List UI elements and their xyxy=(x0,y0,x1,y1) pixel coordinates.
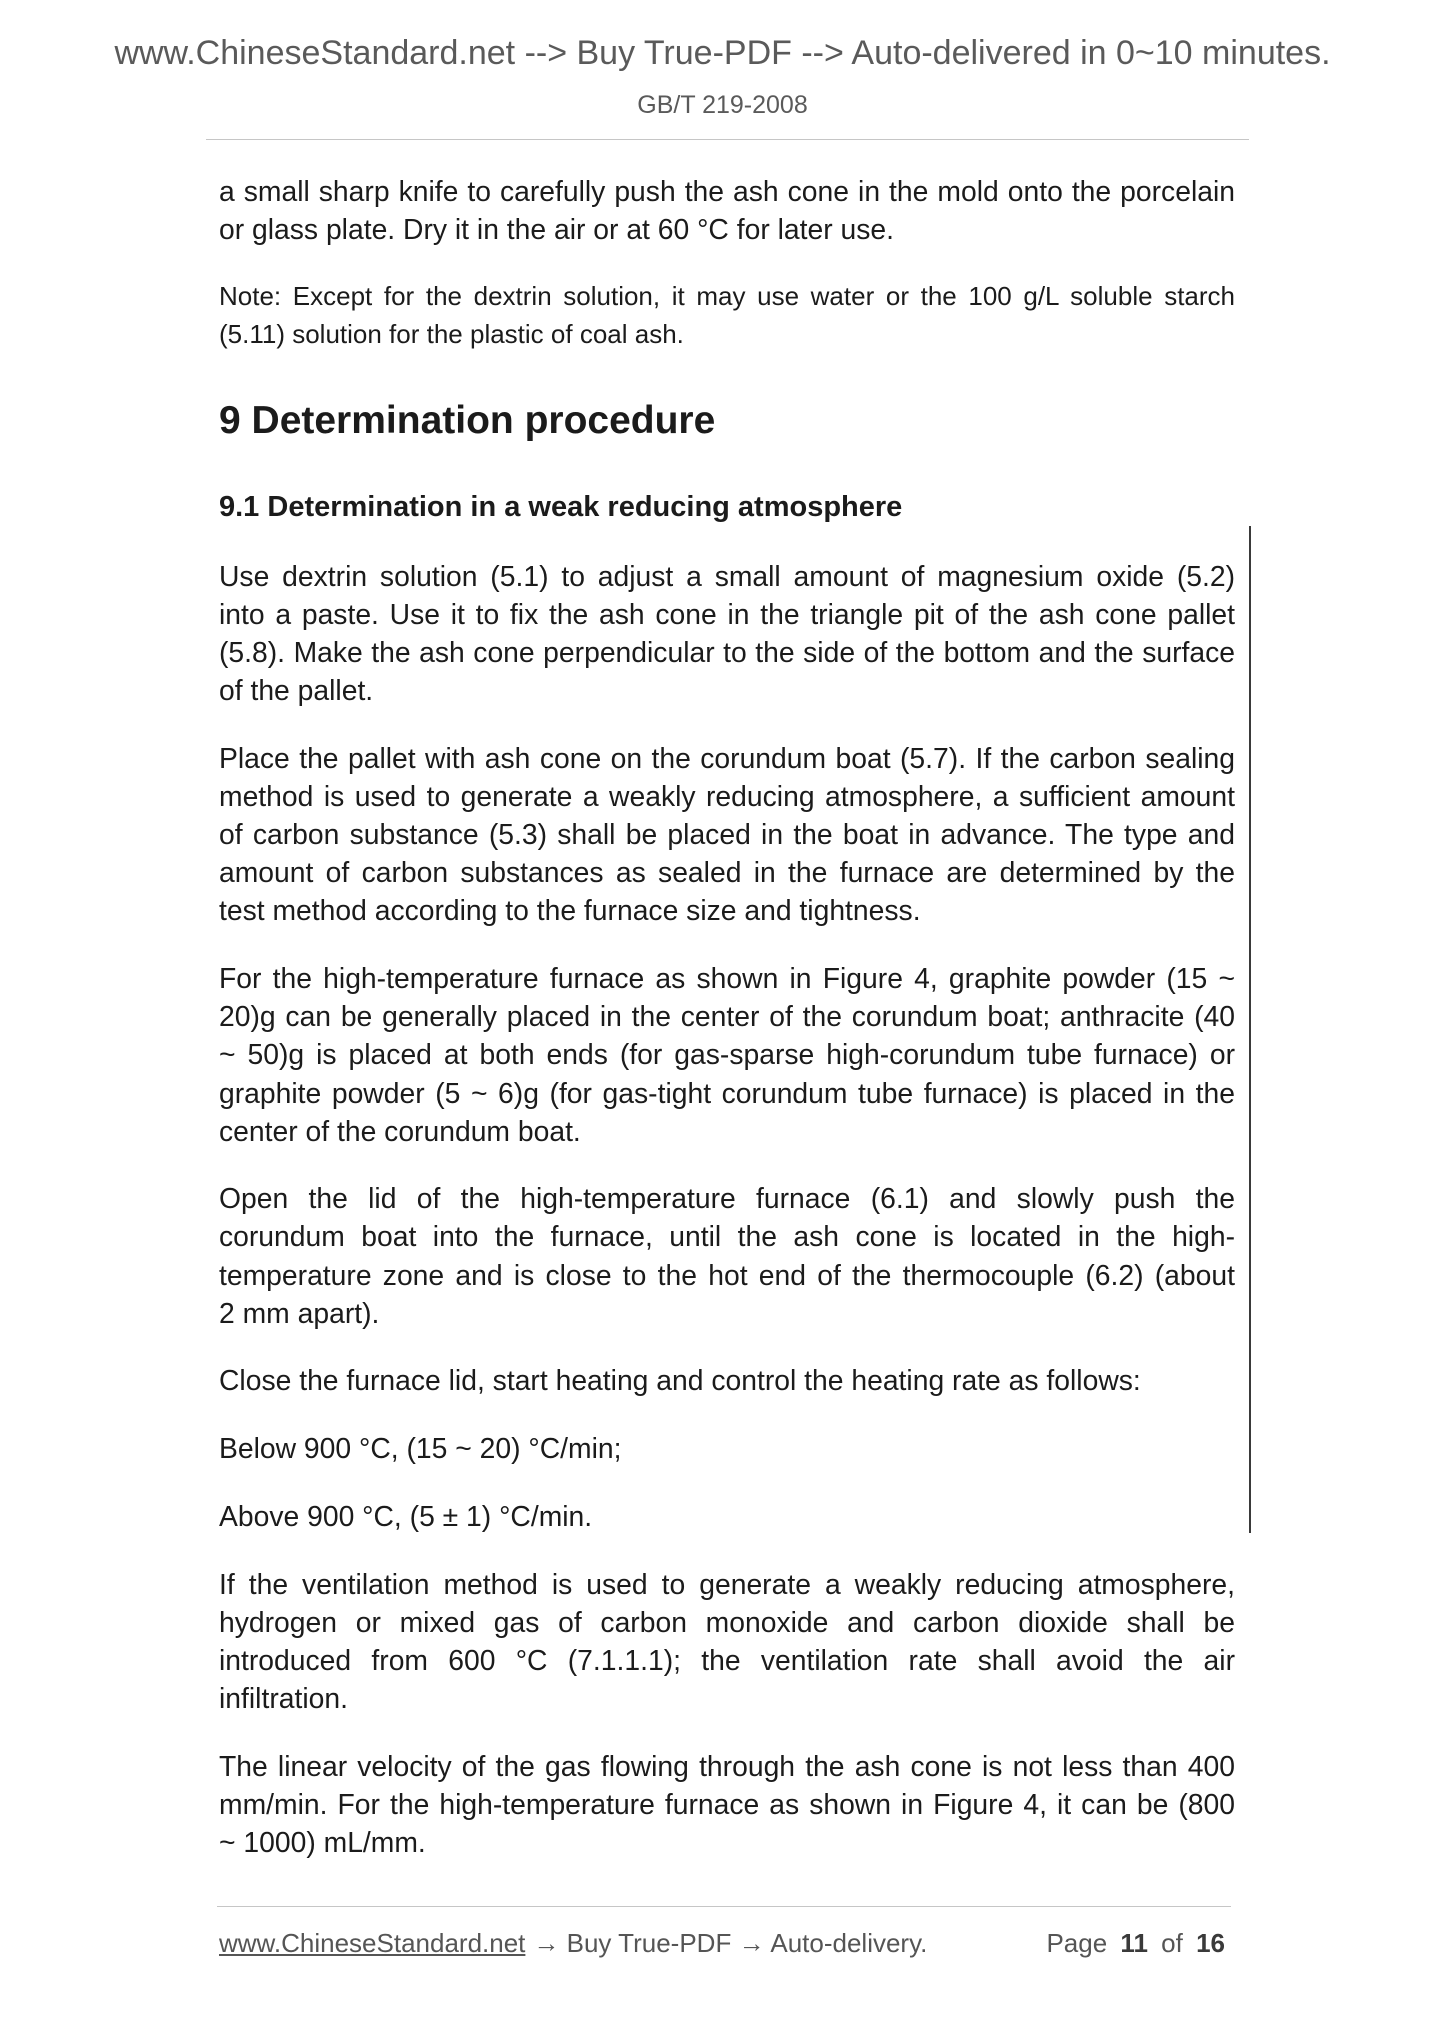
text-line: ~ 50)g is placed at both ends (for gas-sparse high-corundum tube furnace) or xyxy=(219,1038,1235,1071)
text-line: center of the corundum boat. xyxy=(219,1114,581,1147)
text-line: method is used to generate a weakly reducing atmosphere, a sufficient amount xyxy=(219,780,1235,813)
note-paragraph xyxy=(219,277,1235,353)
text-line: of carbon substance (5.3) shall be placed in the boat in advance. The type and xyxy=(219,818,1235,851)
text-line: For the high-temperature furnace as shown in Figure 4, graphite powder (15 ~ xyxy=(219,962,1235,995)
text-line: The linear velocity of the gas flowing through the ash cone is not less than 400 xyxy=(219,1749,1235,1782)
text-line: If the ventilation method is used to generate a weakly reducing atmosphere, xyxy=(219,1567,1235,1600)
page-total: 16 xyxy=(1196,1928,1225,1958)
intro-paragraph xyxy=(219,172,1235,248)
text-line: corundum boat into the furnace, until the ash cone is located in the high- xyxy=(219,1220,1235,1253)
section-body xyxy=(219,557,1235,1891)
text-line: mm/min. For the high-temperature furnace as shown in Figure 4, it can be (800 xyxy=(219,1787,1235,1820)
text-line: ~ 1000) mL/mm. xyxy=(219,1826,426,1859)
text-line: (5.8). Make the ash cone perpendicular to the side of the bottom and the surface xyxy=(219,636,1235,669)
footer-tagline: → Buy True-PDF → Auto-delivery. xyxy=(533,1928,928,1958)
footer-link[interactable]: www.ChineseStandard.net xyxy=(219,1928,526,1958)
paragraph-gas-velocity xyxy=(219,1747,1235,1861)
paragraph-heating-control xyxy=(219,1361,1235,1399)
text-line: temperature zone and is close to the hot end of the thermocouple (6.2) (about xyxy=(219,1258,1235,1291)
subsection-heading: 9.1 Determination in a weak reducing atmosphere xyxy=(219,491,903,523)
heating-rate-above-900 xyxy=(219,1497,1235,1535)
page-label: Page xyxy=(1046,1928,1108,1958)
paragraph-ash-cone-mounting xyxy=(219,557,1235,709)
text-line: a small sharp knife to carefully push the ash cone in the mold onto the porcelain xyxy=(219,175,1235,207)
standard-code: GB/T 219-2008 xyxy=(637,91,808,119)
text-line: or glass plate. Dry it in the air or at 60 °C for later use. xyxy=(219,213,895,246)
page-of: of xyxy=(1161,1928,1183,1958)
footer-divider xyxy=(217,1906,1231,1907)
footer xyxy=(219,1927,1225,1959)
change-bar xyxy=(1249,526,1251,1533)
text-line: Close the furnace lid, start heating and control the heating rate as follows: xyxy=(219,1364,1141,1397)
text-line: Open the lid of the high-temperature furnace (6.1) and slowly push the xyxy=(219,1182,1235,1215)
text-line: Place the pallet with ash cone on the corundum boat (5.7). If the carbon sealing xyxy=(219,742,1235,775)
text-line: introduced from 600 °C (7.1.1.1); the ventilation rate shall avoid the air xyxy=(219,1643,1235,1676)
text-line: of the pallet. xyxy=(219,674,374,707)
text-line: Below 900 °C, (15 ~ 20) °C/min; xyxy=(219,1432,622,1465)
text-line: hydrogen or mixed gas of carbon monoxide and carbon dioxide shall be xyxy=(219,1605,1235,1638)
paragraph-carbon-amounts xyxy=(219,959,1235,1149)
paragraph-ventilation-method xyxy=(219,1565,1235,1717)
text-line: test method according to the furnace size and tightness. xyxy=(219,894,921,927)
text-line: amount of carbon substances as sealed in the furnace are determined by the xyxy=(219,856,1235,889)
section-heading: 9 Determination procedure xyxy=(219,399,716,442)
text-line: Use dextrin solution (5.1) to adjust a small amount of magnesium oxide (5.2) xyxy=(219,560,1235,592)
paragraph-furnace-loading xyxy=(219,1179,1235,1331)
text-line: Above 900 °C, (5 ± 1) °C/min. xyxy=(219,1500,593,1532)
page-current: 11 xyxy=(1120,1928,1148,1958)
paragraph-corundum-boat xyxy=(219,739,1235,929)
heating-rate-below-900 xyxy=(219,1429,1235,1467)
header-title: www.ChineseStandard.net --> Buy True-PDF --> Auto-delivered in 0~10 minutes. xyxy=(114,34,1331,72)
text-line: 20)g can be generally placed in the center of the corundum boat; anthracite (40 xyxy=(219,1000,1235,1033)
text-line: infiltration. xyxy=(219,1682,348,1715)
text-line: into a paste. Use it to fix the ash cone in the triangle pit of the ash cone pallet xyxy=(219,598,1235,631)
text-line: (5.11) solution for the plastic of coal ash. xyxy=(219,319,684,350)
text-line: graphite powder (5 ~ 6)g (for gas-tight corundum tube furnace) is placed in the xyxy=(219,1076,1235,1109)
header-divider xyxy=(206,139,1249,140)
text-line: 2 mm apart). xyxy=(219,1296,380,1329)
page-indicator xyxy=(1046,1927,1225,1959)
text-line: Note: Except for the dextrin solution, it may use water or the 100 g/L soluble starch xyxy=(219,281,1235,311)
